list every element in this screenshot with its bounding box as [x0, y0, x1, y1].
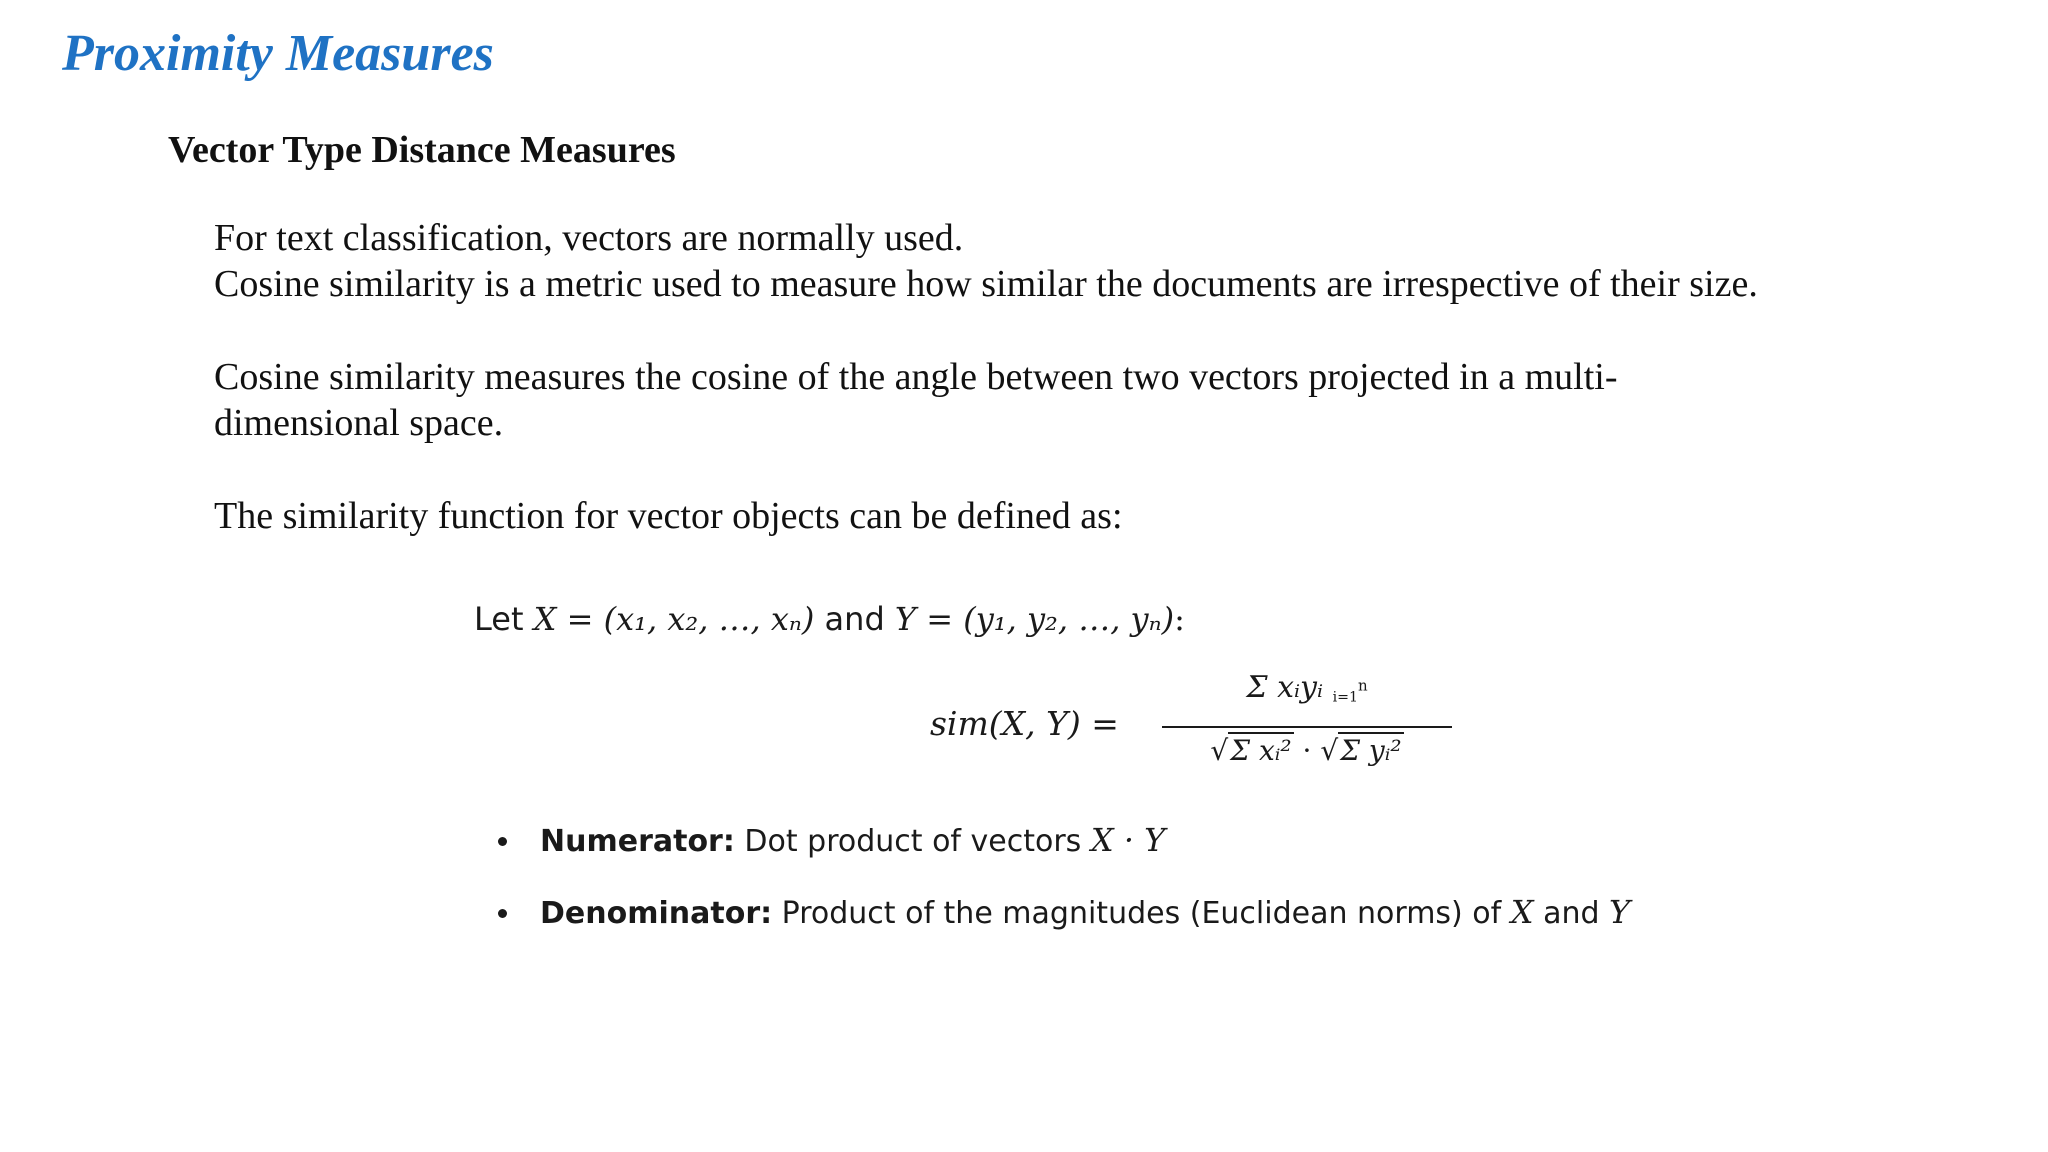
formula-denominator: [1162, 734, 1452, 767]
paragraph-line: dimensional space.: [214, 402, 504, 444]
sqrt-left: Σ xᵢ²: [1230, 734, 1292, 767]
bullet-term: Denominator:: [540, 896, 773, 931]
y-definition: (y₁, y₂, …, yₙ): [963, 600, 1175, 638]
bullet-math: X · Y: [1090, 821, 1166, 859]
paragraph-cosine-definition: [214, 354, 1617, 446]
bullet-icon: [498, 837, 507, 846]
bullet-text: Dot product of vectors: [734, 824, 1091, 859]
slide-title: Proximity Measures: [62, 25, 494, 82]
paragraph-line: The similarity function for vector objects can be defined as:: [214, 495, 1123, 537]
sqrt-symbol: √: [1320, 734, 1339, 767]
vector-definition-line: [474, 600, 1185, 638]
paragraph-line: Cosine similarity measures the cosine of the angle between two vectors projected in a multi-: [214, 356, 1618, 398]
formula-explanation-list: [488, 820, 1630, 964]
paragraph-line: For text classification, vectors are normally used.: [214, 217, 964, 259]
let-word: Let: [474, 600, 524, 638]
bullet-math: X: [1510, 893, 1534, 931]
x-variable: X: [533, 600, 557, 638]
cosine-similarity-formula: [930, 668, 1530, 798]
colon: :: [1174, 600, 1185, 638]
section-heading: Vector Type Distance Measures: [168, 129, 676, 171]
paragraph-similarity-function: [214, 493, 1123, 539]
sqrt-right: Σ yᵢ²: [1340, 734, 1402, 767]
formula-fraction: [1162, 668, 1452, 798]
paragraph-intro: [214, 215, 1758, 307]
bullet-math: Y: [1609, 893, 1631, 931]
and-word: and: [824, 600, 885, 638]
bullet-text: Product of the magnitudes (Euclidean norms) of: [772, 896, 1511, 931]
sum-limits: $_{i=1}^n$: [1332, 676, 1368, 706]
dot-operator: ·: [1302, 734, 1312, 767]
bullet-icon: [498, 909, 507, 918]
formula-numerator: [1162, 670, 1452, 705]
sqrt-symbol: √: [1210, 734, 1229, 767]
list-item: [488, 892, 1630, 964]
equals-sign: =: [926, 600, 954, 638]
y-variable: Y: [894, 600, 917, 638]
numerator-expression: Σ xᵢyᵢ: [1246, 670, 1324, 705]
bullet-text: and: [1533, 896, 1610, 931]
bullet-term: Numerator:: [540, 824, 735, 859]
paragraph-line: Cosine similarity is a metric used to measure how similar the documents are irrespective of their size.: [214, 263, 1758, 305]
equals-sign: =: [566, 600, 594, 638]
formula-lhs: sim(X, Y) =: [930, 704, 1119, 743]
list-item: [488, 820, 1630, 892]
x-definition: (x₁, x₂, …, xₙ): [603, 600, 815, 638]
fraction-bar: [1162, 726, 1452, 728]
